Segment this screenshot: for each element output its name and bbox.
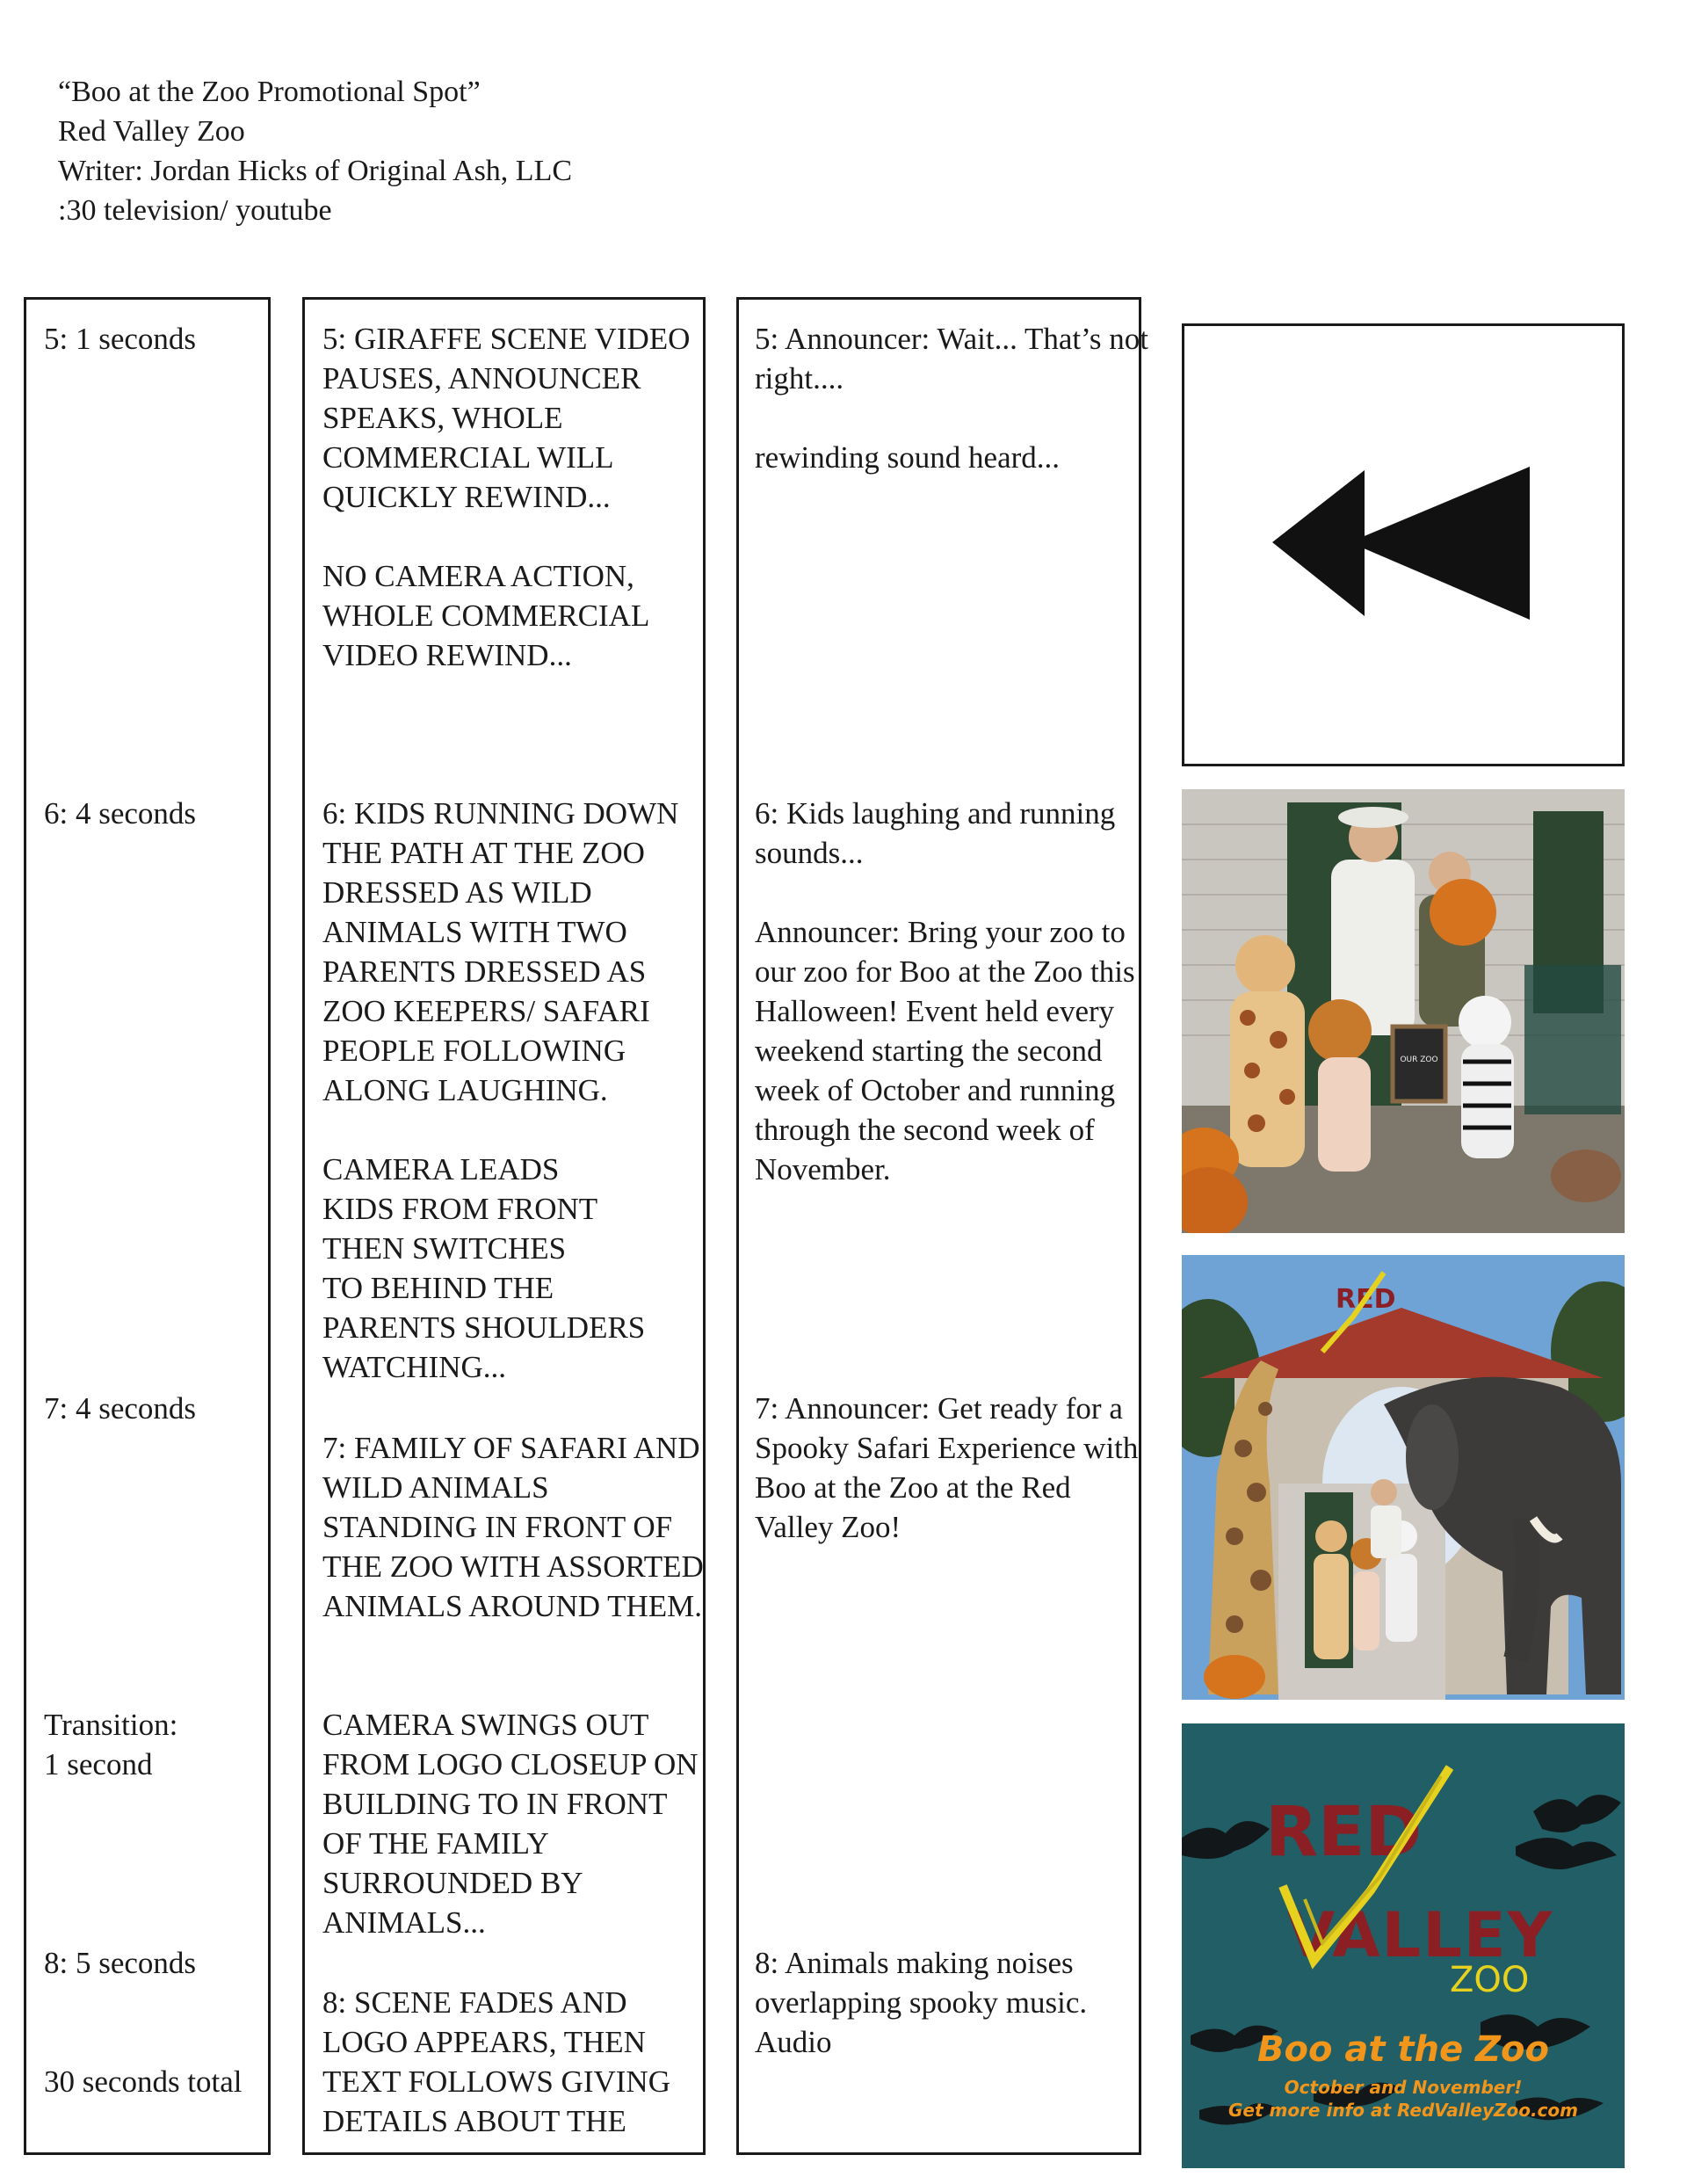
transition-timing: Transition: 1 second [44, 1708, 178, 1781]
logo-event-info: Get more info at RedValleyZoo.com [1227, 2100, 1579, 2121]
shot5-audio-line: 5: Announcer: Wait... That’s not right.... [755, 322, 1148, 395]
shot8-audio-sfx: 8: Animals making noises overlapping spooky music. Audio [755, 1946, 1088, 2059]
family-photo-sign: OUR ZOO [1400, 1056, 1438, 1064]
shot6-audio-line: Announcer: Bring your zoo to our zoo for Boo at the Zoo this Halloween! Event held every weekend starting the second week of October and running through the second week of November. [755, 915, 1135, 1186]
video-column [302, 297, 706, 2155]
logo-word-valley: VALLEY [1287, 1899, 1554, 1971]
zoo-entrance-image [1182, 1255, 1625, 1700]
storyboard-frame-zoo-entrance [1182, 1255, 1625, 1700]
svg-text:RED: RED [1336, 1284, 1396, 1315]
client-name: Red Valley Zoo [58, 115, 245, 148]
logo-event-name: Boo at the Zoo [1256, 2029, 1550, 2070]
shot5-camera: NO CAMERA ACTION, WHOLE COMMERCIAL VIDEO REWIND... [322, 559, 649, 672]
timing-column [24, 297, 271, 2155]
writer-credit: Writer: Jordan Hicks of Original Ash, LLC [58, 155, 573, 187]
logo-word-zoo: ZOO [1450, 1960, 1530, 2000]
total-timing: 30 seconds total [44, 2064, 243, 2099]
storyboard-frame-family-photo [1182, 789, 1625, 1233]
shot5-timing: 5: 1 seconds [44, 322, 197, 356]
storyboard-frame-rewind [1182, 323, 1625, 766]
storyboard-frame-logo-card [1182, 1723, 1625, 2168]
shot6-timing: 6: 4 seconds [44, 796, 197, 831]
audio-column [736, 297, 1148, 2155]
shot5-audio-sfx: rewinding sound heard... [755, 440, 1061, 475]
shot8-video-action: 8: SCENE FADES AND LOGO APPEARS, THEN TEXT FOLLOWS GIVING DETAILS ABOUT THE [322, 1985, 670, 2138]
spot-format: :30 television/ youtube [58, 194, 332, 227]
family-photo-image [1182, 789, 1625, 1233]
shot6-audio-sfx: 6: Kids laughing and running sounds... [755, 796, 1116, 870]
shot6-camera: CAMERA LEADS KIDS FROM FRONT THEN SWITCHES TO BEHIND THE PARENTS SHOULDERS WATCHING... [322, 1152, 646, 1384]
shot7-timing: 7: 4 seconds [44, 1391, 197, 1426]
shot6-video-action: 6: KIDS RUNNING DOWN THE PATH AT THE ZOO DRESSED AS WILD ANIMALS WITH TWO PARENTS DRESSED AS ZOO KEEPERS/ SAFARI PEOPLE FOLLOWING ALONG LAUGHING. [322, 796, 679, 1107]
rewind-icon [1184, 326, 1622, 764]
script-header [58, 72, 572, 230]
shot8-timing: 8: 5 seconds [44, 1946, 197, 1980]
shot7-video-action: 7: FAMILY OF SAFARI AND WILD ANIMALS STANDING IN FRONT OF THE ZOO WITH ASSORTED ANIMALS AROUND THEM. [322, 1431, 704, 1623]
shot5-video-action: 5: GIRAFFE SCENE VIDEO PAUSES, ANNOUNCER SPEAKS, WHOLE COMMERCIAL WILL QUICKLY REWIND... [322, 322, 691, 514]
spot-title: “Boo at the Zoo Promotional Spot” [58, 76, 481, 108]
logo-event-dates: October and November! [1284, 2077, 1523, 2098]
logo-word-red: RED [1265, 1793, 1423, 1872]
shot7-camera: CAMERA SWINGS OUT FROM LOGO CLOSEUP ON BUILDING TO IN FRONT OF THE FAMILY SURROUNDED BY ANIMALS... [322, 1708, 699, 1940]
shot7-audio-line: 7: Announcer: Get ready for a Spooky Safari Experience with Boo at the Zoo at the Red Valley Zoo! [755, 1391, 1139, 1544]
